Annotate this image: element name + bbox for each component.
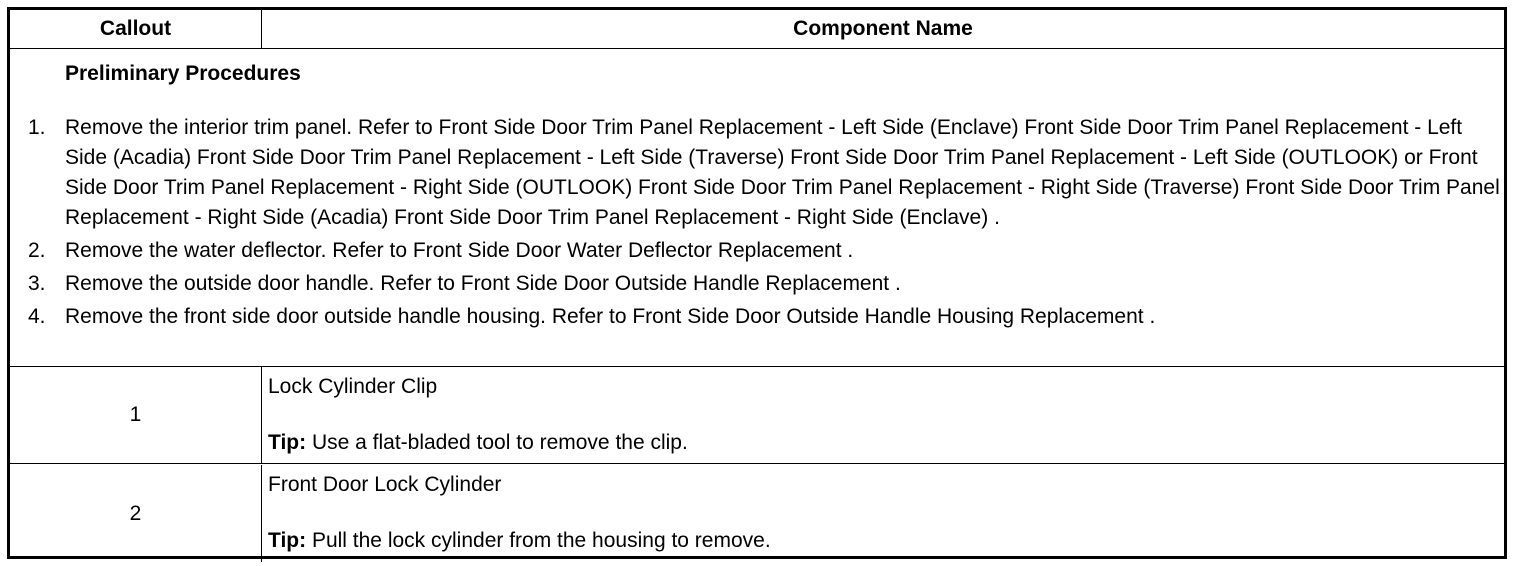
component-name: Lock Cylinder Clip bbox=[268, 375, 438, 398]
component-name: Front Door Lock Cylinder bbox=[268, 473, 502, 496]
tip-label: Tip: bbox=[268, 529, 307, 552]
procedure-step bbox=[25, 269, 1500, 299]
step-text: Remove the front side door outside handle housing. Refer to Front Side Door Outside Handle Housing Replacement . bbox=[65, 305, 1156, 328]
step-number: 3. bbox=[28, 272, 46, 295]
procedure-step bbox=[25, 302, 1500, 332]
component-name-column-header: Component Name bbox=[793, 17, 973, 40]
preliminary-procedures-title: Preliminary Procedures bbox=[65, 62, 301, 85]
step-number: 1. bbox=[28, 116, 46, 139]
step-text: Remove the interior trim panel. Refer to Front Side Door Trim Panel Replacement - Left Side (Enclave) Front Side Door Trim Panel Replacement - Left Side (Acadia) Front Side Door Trim Panel Replacement - Left Side (Traverse) Front Side Door Trim Panel Replacement - Left Side (OUTLOOK) or Front Side Door Trim Panel Replacement - Right Side (OUTLOOK) Front Side Door Trim Panel Replacement - Right Side (Traverse) Front Side Door Trim Panel Replacement - Right Side (Acadia) Front Side Door Trim Panel Replacement - Right Side (Enclave) . bbox=[65, 116, 1500, 229]
tip-line bbox=[268, 429, 1494, 457]
callout-description bbox=[268, 471, 1494, 555]
tip-text: Pull the lock cylinder from the housing to remove. bbox=[306, 529, 771, 552]
callout-description bbox=[268, 373, 1494, 457]
tip-line bbox=[268, 527, 1494, 555]
tip-text: Use a flat-bladed tool to remove the clip. bbox=[306, 431, 688, 454]
step-number: 2. bbox=[28, 239, 46, 262]
procedure-step bbox=[25, 236, 1500, 266]
callout-number: 1 bbox=[10, 367, 262, 463]
preliminary-procedures-row bbox=[10, 49, 1504, 367]
step-number: 4. bbox=[28, 305, 46, 328]
callout-row bbox=[10, 465, 1504, 562]
procedure-step-list bbox=[25, 113, 1500, 335]
step-text: Remove the outside door handle. Refer to Front Side Door Outside Handle Replacement . bbox=[65, 272, 901, 295]
callout-number: 2 bbox=[10, 465, 262, 562]
procedure-table bbox=[7, 7, 1507, 559]
procedure-step bbox=[25, 113, 1500, 233]
callout-row bbox=[10, 367, 1504, 464]
callout-column-header: Callout bbox=[10, 10, 262, 48]
table-header-row bbox=[10, 10, 1504, 49]
step-text: Remove the water deflector. Refer to Front Side Door Water Deflector Replacement . bbox=[65, 239, 854, 262]
tip-label: Tip: bbox=[268, 431, 307, 454]
